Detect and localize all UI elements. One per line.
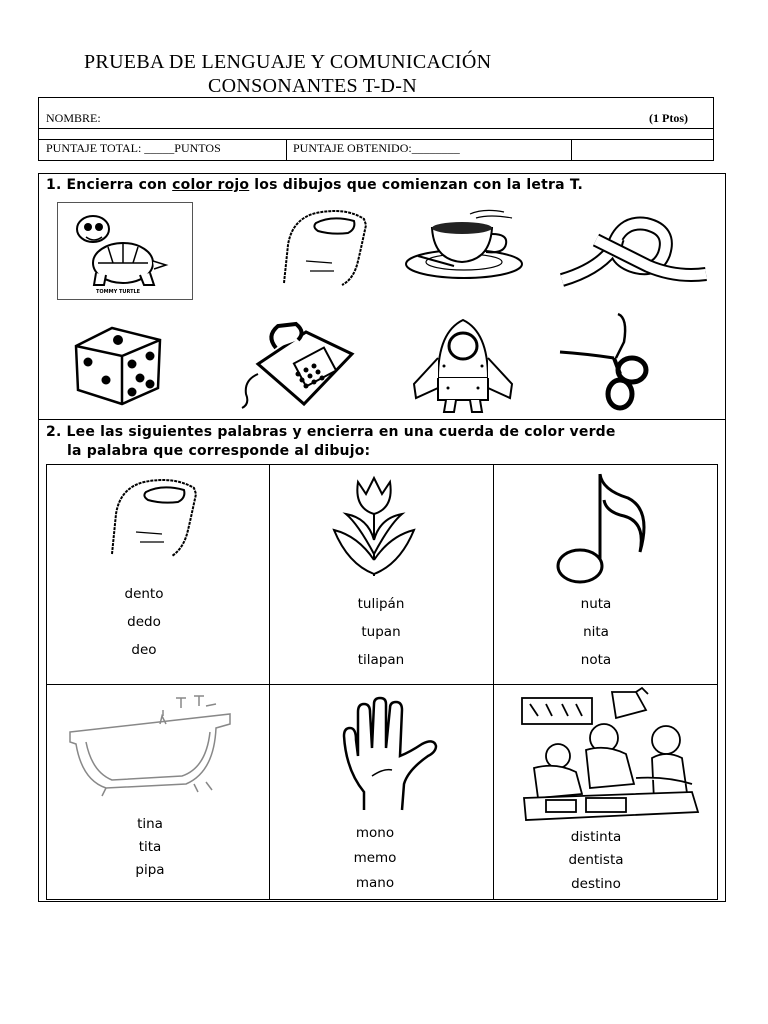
- total-score-label: PUNTAJE TOTAL: _____PUNTOS: [46, 141, 221, 155]
- hand-icon: [336, 696, 442, 814]
- word-option[interactable]: nota: [580, 652, 612, 668]
- music-note-icon: [554, 470, 654, 588]
- knot-icon: [556, 210, 712, 292]
- info-table: [38, 97, 714, 161]
- obtained-score-label: PUNTAJE OBTENIDO:________: [293, 141, 460, 155]
- word-option[interactable]: destino: [571, 876, 621, 892]
- word-option[interactable]: tupan: [361, 624, 401, 640]
- turtle-caption: TOMMY TURTLE: [96, 289, 141, 295]
- scissors-icon: [558, 312, 662, 410]
- word-option[interactable]: tulipán: [357, 596, 405, 612]
- tulip-icon: [328, 474, 420, 578]
- rocket-icon: [408, 318, 518, 414]
- word-option[interactable]: nita: [583, 624, 609, 640]
- name-label: NOMBRE:: [46, 111, 101, 125]
- telephone-icon: [236, 318, 356, 410]
- word-option[interactable]: distinta: [570, 829, 622, 845]
- question-1-text: 1. Encierra con color rojo los dibujos que comienzan con la letra T.: [46, 177, 583, 193]
- turtle-icon: [57, 202, 193, 300]
- question-1-number: 1.: [46, 177, 62, 193]
- dice-icon: [72, 318, 164, 406]
- page-title: PRUEBA DE LENGUAJE Y COMUNICACIÓN: [84, 51, 492, 73]
- question-2-number: 2.: [46, 424, 62, 440]
- page-subtitle: CONSONANTES T-D-N: [208, 75, 418, 97]
- word-option[interactable]: tilapan: [357, 652, 405, 668]
- finger-icon: [106, 474, 202, 558]
- dentist-icon: [516, 688, 706, 824]
- word-option[interactable]: dentista: [568, 852, 624, 868]
- question-2-text-line2: la palabra que corresponde al dibujo:: [67, 443, 371, 459]
- bathtub-icon: [66, 688, 234, 800]
- word-option[interactable]: tita: [138, 839, 162, 855]
- points-label: (1 Ptos): [649, 111, 688, 125]
- word-option[interactable]: mano: [355, 875, 395, 891]
- word-option[interactable]: dento: [124, 586, 164, 602]
- word-option[interactable]: nuta: [580, 596, 612, 612]
- word-option[interactable]: deo: [131, 642, 157, 658]
- word-option[interactable]: dedo: [127, 614, 161, 630]
- finger-icon: [276, 205, 372, 287]
- question-2-text: 2. Lee las siguientes palabras y encierra en una cuerda de color verde: [46, 424, 616, 440]
- word-option[interactable]: pipa: [135, 862, 165, 878]
- word-option[interactable]: memo: [353, 850, 397, 866]
- word-option[interactable]: tina: [137, 816, 163, 832]
- word-option[interactable]: mono: [355, 825, 395, 841]
- teacup-icon: [404, 208, 524, 280]
- underlined-color-text: color rojo: [172, 177, 250, 193]
